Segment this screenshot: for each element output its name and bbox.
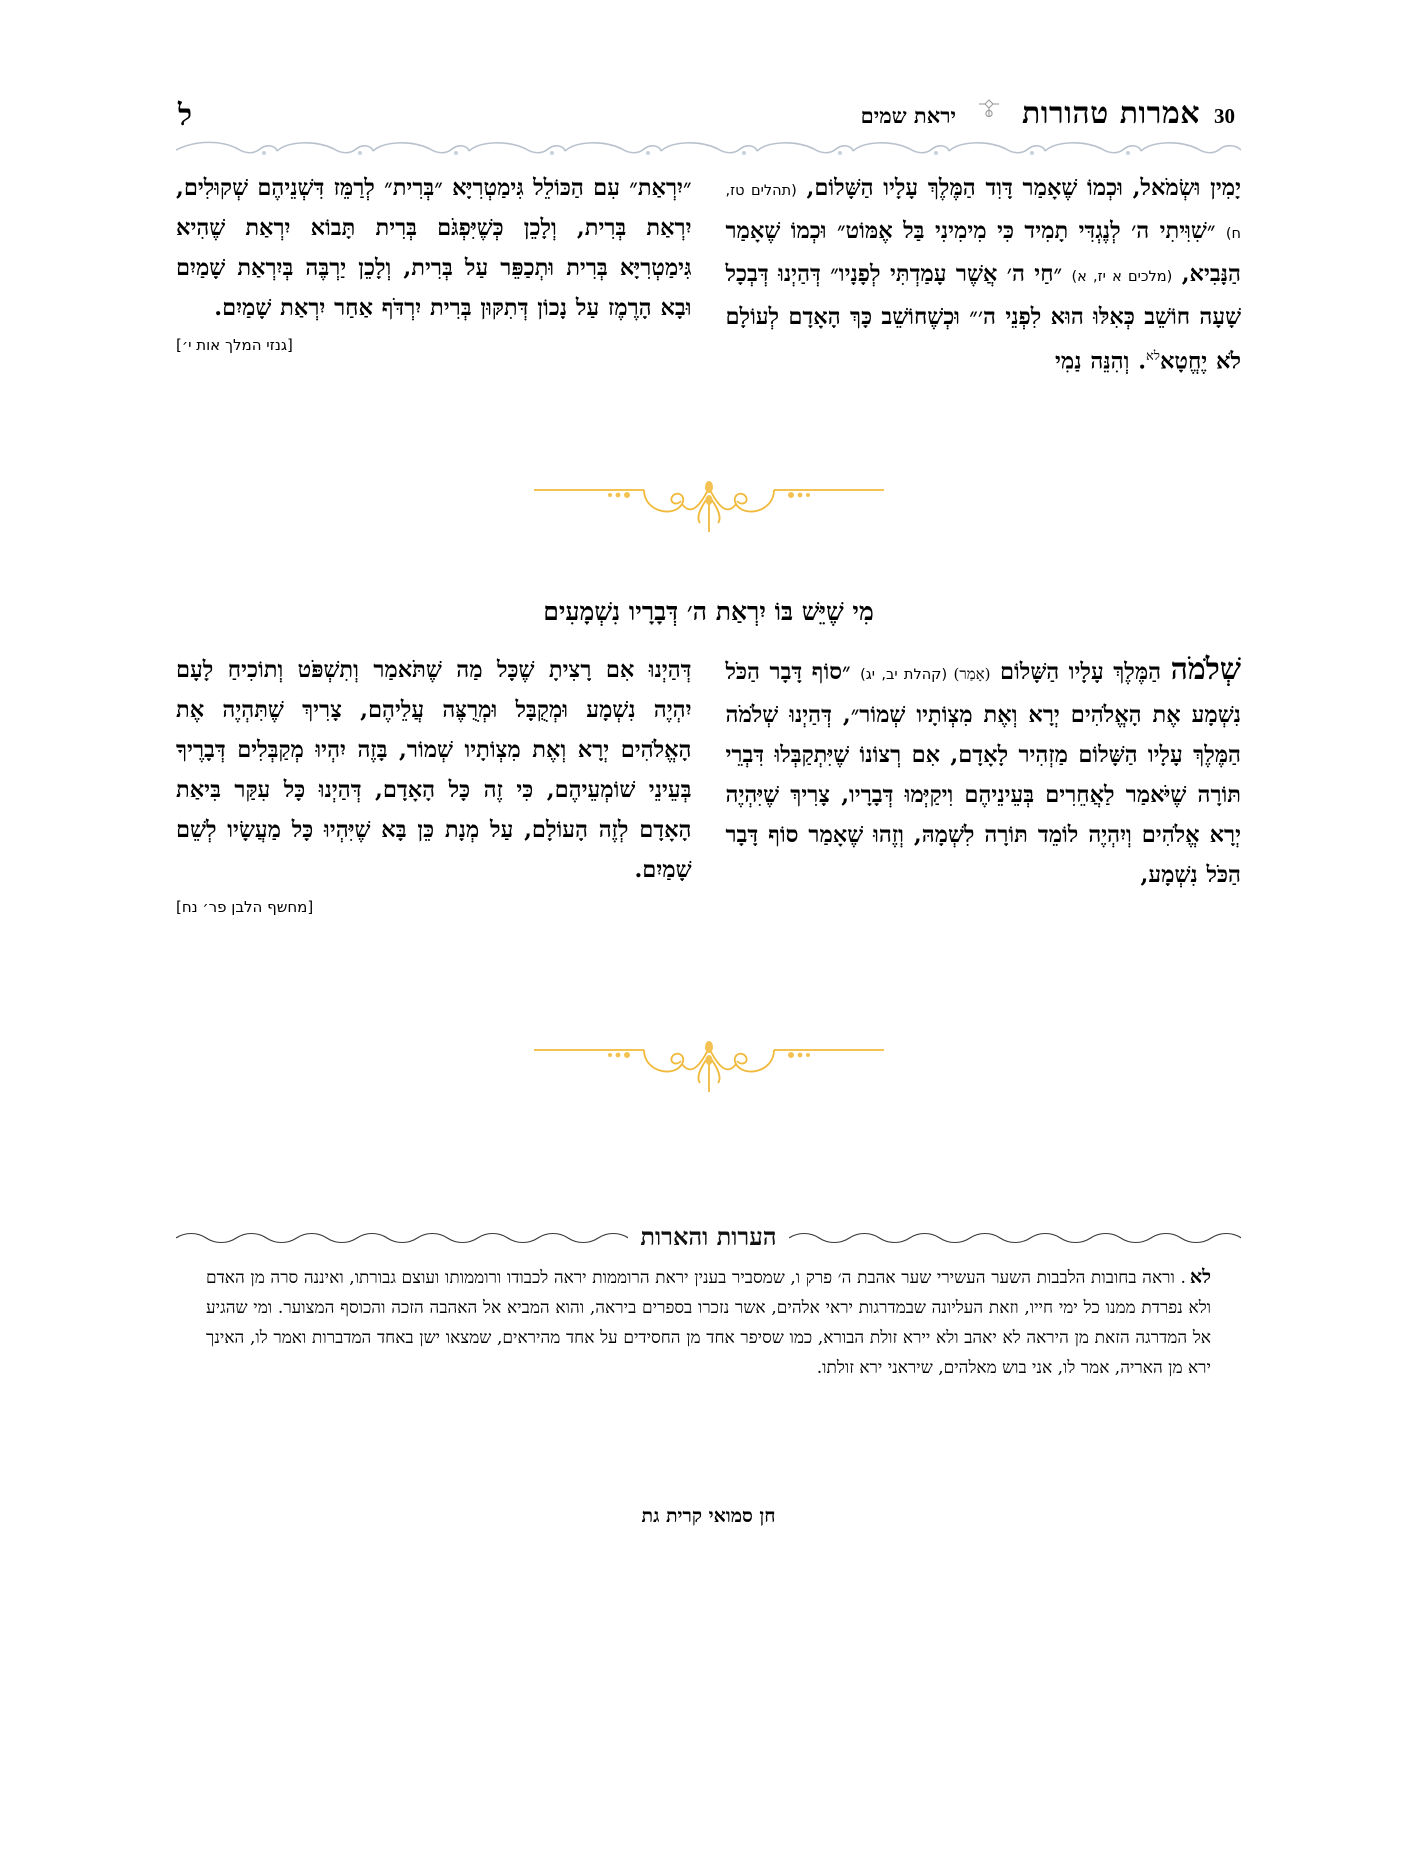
fleuron-separator-icon [970,97,1008,124]
emphasized-text-run: כִּי זֶה כָּל הָאָדָם, דְּהַיְנוּ כָּל עִקַּר בִּיאַת הָאָדָם לְזֶה הָעוֹלָם, עַל מְנָת כֵּן בָּא שֶׁיִּהְיוּ כָּל מַעֲשָׂיו לְשֵׁם שָׁמַיִם. [176,777,692,883]
floral-divider-ornament [0,478,1417,534]
text-run: . וְהִנֵּה נַמִי [1055,348,1147,375]
paragraph-continuation [726,168,1242,382]
ornamental-rule-icon [176,1230,628,1244]
page-number: 30 [1214,104,1235,128]
notes-heading-title: הערות והארות [640,1222,777,1251]
folio-letter: ל [178,98,193,133]
text-run: ״שִׁוִּיתִי ה׳ לְנֶגְדִּי תָמִיד כִּי מִימִינִי בַּל אֶמּוֹט״ וּכְמוֹ שֶׁאָמַר הַנָּבִיא, [725,218,1241,287]
inline-note: (אָמַר) [953,665,991,683]
running-head [178,96,1239,140]
section-two-left-column [176,650,692,916]
text-run: הַמֶּלֶךְ עָלָיו הַשָּׁלוֹם [990,659,1171,685]
footnote-number: לא [1189,1266,1211,1288]
ornamental-rule-icon [789,1230,1241,1244]
section-one [176,168,1241,382]
section-two-heading: מִי שֶׁיֵּשׁ בּוֹ יִרְאַת ה׳ דְּבָרָיו נִשְׁמָעִים [543,597,874,626]
notes-heading-bar [176,1222,1241,1252]
text-run: ״סוֹף דָּבָר הַכֹּל נִשְׁמָע אֶת הָאֱלֹהִים יְרָא וְאֶת מִצְוֹתָיו שְׁמוֹר״, דְּהַיְנוּ שְׁלֹמֹה הַמֶּלֶךְ עָלָיו הַשָּׁלוֹם מַזְהִיר לָאָדָם, אִם רְצוֹנוֹ שֶׁיִּתְקַבְּלוּ דִּבְרֵי תּוֹרָה שֶׁיֹּאמַר לַאֲחֵרִים בְּעֵינֵיהֶם וִיקַיְּמוּ דְּבָרָיו, צָרִיךְ שֶׁיִּהְיֶה יְרָא אֱלֹהִים וְיִהְיֶה לוֹמֵד תּוֹרָה לִשְׁמָהּ, וְזֶהוּ שֶׁאָמַר סוֹף דָּבָר הַכֹּל נִשְׁמָע, [725,659,1241,888]
section-one-left-column [176,168,692,382]
source-citation: (קהלת יב, יג) [860,667,954,683]
source-citation: (מלכים א יז, א) [1071,269,1173,285]
text-run: ״חַי ה׳ אֲשֶׁר עָמַדְתִּי לְפָנָיו״ דְּהַיְנוּ דְּבְכָל שָׁעָה חוֹשֵׁב כְּאִלּוּ הוּא לִפְנֵי ה׳״ וּכְשֶׁחוֹשֵׁב כָּךְ הָאָדָם לְעוֹלָם לֹא יֶחֱטָא [725,261,1241,375]
text-run: יָמִין וּשְׂמֹאל, וּכְמוֹ שֶׁאָמַר דָּוִד הַמֶּלֶךְ עָלָיו הַשָּׁלוֹם, [796,175,1242,201]
paragraph [176,650,692,890]
source-attribution: [גנזי המלך אות י׳] [176,336,293,354]
footnote-entry [206,1262,1211,1383]
colophon: חן סמואי קרית גת [641,1505,776,1527]
paragraph: ״יִרְאַת״ עִם הַכּוֹלֵל גִּימַטְרִיָּא ״בְּרִית״ לְרַמֵּז דִּשְׁנֵיהֶם שְׁקוּלִים, יִרְאַת בְּרִית, וְלָכֵן כְּשֶׁיִּפְגֹּם בְּרִית תָּבוֹא יִרְאַת שֶׁהִיא גִּימַטְרִיָּא בְּרִית וּתְכַפֵּר עַל בְּרִית, וְלָכֵן יַרְבֶּה בְּיִרְאַת שָׁמַיִם וּבָא הָרֶמֶז עַל נָכוֹן דְּתִקּוּן בְּרִית יִרְדֹּף אַחַר יִרְאַת שָׁמַיִם. [176,175,692,321]
footnote-reference[interactable]: לא [1146,349,1160,364]
header-decorative-rule [176,140,1241,162]
section-one-right-column [726,168,1242,382]
paragraph [726,650,1242,895]
source-attribution: [מחשף הלבן פר׳ נח] [176,898,314,916]
header-topic: יראת שמים [860,103,957,128]
text-run: דְּהַיְנוּ אִם רָצִיתָ שֶׁכָּל מַה שֶׁתֹּאמַר וְתִשְׁפֹּט וְתוֹכִיחַ לָעָם יִהְיֶה נִשְׁמָע וּמְקֻבָּל וּמְרֻצֶּה עֲלֵיהֶם, צָרִיךְ שֶׁתִּהְיֶה אֶת הָאֱלֹהִים יְרָא וְאֶת מִצְוֹתָיו שְׁמוֹר, בָּזֶה יִהְיוּ מְקַבְּלִים דְּבָרֶיךָ בְּעֵינֵי שׁוֹמְעֵיהֶם, [176,657,692,803]
section-two [176,650,1241,916]
book-title: אמרות טהורות [1022,96,1200,131]
section-two-right-column [726,650,1242,916]
notes-body [206,1262,1211,1383]
source-citation: (תהלים טז, ח) [725,183,1241,242]
opening-word: שְׁלֹמֹה [1170,652,1241,687]
floral-divider-ornament [0,1038,1417,1094]
footnote-text: . וראה בחובות הלבבות השער העשירי שער אהבת ה׳ פרק ו, שמסביר בענין יראת הרוממות יראה לכבודו ורוממותו ועוצם גבורתו, ואיננה סרה מן האדם ולא נפרדת ממנו כל ימי חייו, וזאת העליונה שבמדרגות יראי אלהים, אשר נזכרו בספרים ביראה, והוא המביא אל האהבה הזכה והכוסף המצוער. ומי שהגיע אל המדרגה הזאת מן היראה לא יאהב ולא יירא זולת הבורא, כמו שסיפר אחד מן החסידים על אחד מהיראים, שמצאו ישן באחד המדברות ואמר לו, האינך ירא מן האריה, אמר לו, אני בוש מאלהים, שיראני ירא זולתו. [206,1268,1211,1378]
